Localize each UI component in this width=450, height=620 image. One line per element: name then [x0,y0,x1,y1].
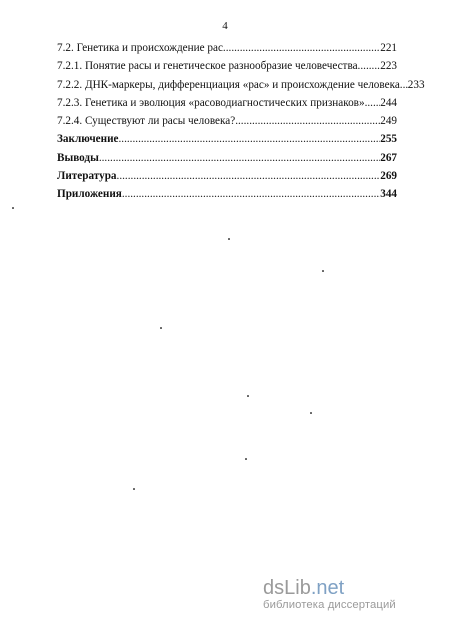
toc-entry-title: 7.2.4. Существуют ли расы человека? [57,115,236,128]
toc-dot-leader [122,188,380,200]
toc-entry [57,188,397,206]
toc-dot-leader [365,97,381,109]
scan-speck [228,238,230,240]
toc-entry-title: Литература [57,170,117,183]
scan-speck [247,395,249,397]
toc-entry-page: 249 [380,115,397,128]
toc-entry [57,152,397,170]
watermark-subtitle: библиотека диссертаций [263,599,396,611]
scan-speck [133,488,135,490]
scan-speck [245,458,247,460]
toc-dot-leader [117,170,381,182]
toc-entry-page: 244 [380,96,397,109]
scan-speck [322,270,324,272]
toc-dot-leader [223,42,380,54]
toc-entry-page: 255 [380,133,397,146]
toc-entry [57,78,425,97]
toc-entry-title: Заключение [57,133,119,146]
toc-entry-title: 7.2.1. Понятие расы и генетическое разнообразие человечества [57,60,358,73]
dslib-watermark [263,578,443,612]
scan-speck [310,412,312,414]
toc-entry [57,115,397,133]
toc-entry-page: 269 [380,170,397,183]
toc-entry-title: Приложения [57,188,122,201]
toc-entry-title: Выводы [57,151,99,164]
toc-dot-leader [400,79,408,91]
toc-entry-page: 267 [380,151,397,164]
toc-entry-title: 7.2.2. ДНК-маркеры, дифференциация «рас» и происхождение человека [57,78,400,91]
toc-entry-title: 7.2.3. Генетика и эволюция «расоводиагностических признаков» [57,96,365,109]
toc-dot-leader [358,60,381,72]
toc-entry-page: 233 [407,78,425,91]
toc-entry [57,97,397,115]
toc-entry [57,60,397,78]
watermark-logo [263,578,443,598]
scan-speck [12,207,14,209]
watermark-logo-main: dsLib [263,577,311,599]
toc-entry-page: 223 [380,60,397,73]
scan-speck [160,327,162,329]
page-number: 4 [222,20,228,32]
toc-dot-leader [99,152,380,164]
toc-dot-leader [118,133,380,145]
toc-entry-title: 7.2. Генетика и происхождение рас [57,42,223,54]
table-of-contents [57,42,425,207]
toc-entry [57,133,397,151]
toc-entry-page: 221 [380,42,397,54]
toc-entry [57,170,397,188]
toc-entry-page: 344 [380,188,397,201]
watermark-logo-suffix: .net [310,577,345,599]
toc-entry [57,42,397,60]
toc-dot-leader [235,115,380,127]
